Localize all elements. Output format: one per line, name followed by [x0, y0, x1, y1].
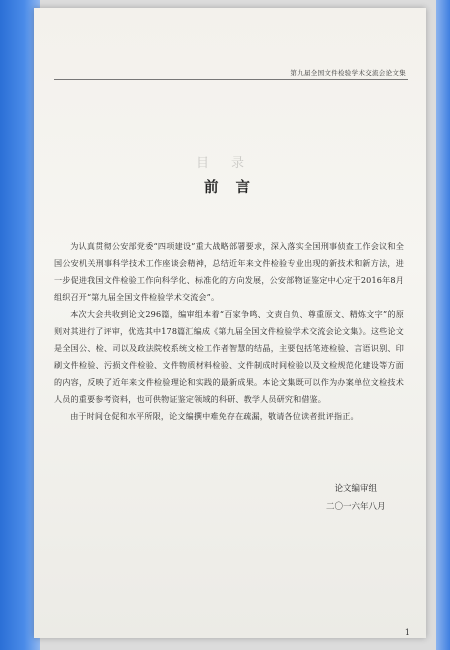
paragraph: 本次大会共收到论文296篇，编审组本着“百家争鸣、文责自负、尊重原文、精炼文字”的原则对其进行了评审，优选其中178篇汇编成《第九届全国文件检验学术交流会论文集》。这些论文是全国公、检、司以及政法院校系统文检工作者智慧的结晶，主要包括笔迹检验、言语识别、印刷文件检验、污损文件检验、文件物质材料检验、文件制成时间检验以及文检规范化建设等方面的内容，反映了近年来文件检验理论和实践的最新成果。本论文集既可以作为办案单位文检技术人员的重要参考资料，也可供物证鉴定领域的科研、教学人员研究和借鉴。	[54, 309, 404, 404]
paragraph: 为认真贯彻公安部党委“四项建设”重大战略部署要求，深入落实全国刑事侦查工作会议和全国公安机关刑事科学技术工作座谈会精神，总结近年来文件检验专业出现的新技术和新方法，进一步促进我国文件检验工作向科学化、标准化的方向发展，公安部物证鉴定中心定于2016年8月组织召开“第九届全国文件检验学术交流会”。	[54, 241, 404, 302]
page-number: 1	[404, 628, 410, 637]
signature-org: 论文编审组	[334, 484, 378, 494]
running-header: 第九届全国文件检验学术交流会论文集	[290, 69, 406, 77]
preface-body	[54, 238, 404, 425]
header-rule	[54, 79, 408, 80]
page-title: 前 言	[203, 179, 257, 196]
paragraph: 由于时间仓促和水平所限，论文编撰中难免存在疏漏，敬请各位读者批评指正。	[70, 411, 359, 421]
book-page	[34, 8, 426, 638]
signature-date: 二〇一六年八月	[326, 502, 386, 512]
signature-block	[326, 480, 386, 516]
show-through-text: 目录	[196, 156, 267, 171]
blue-background-right	[436, 0, 450, 650]
